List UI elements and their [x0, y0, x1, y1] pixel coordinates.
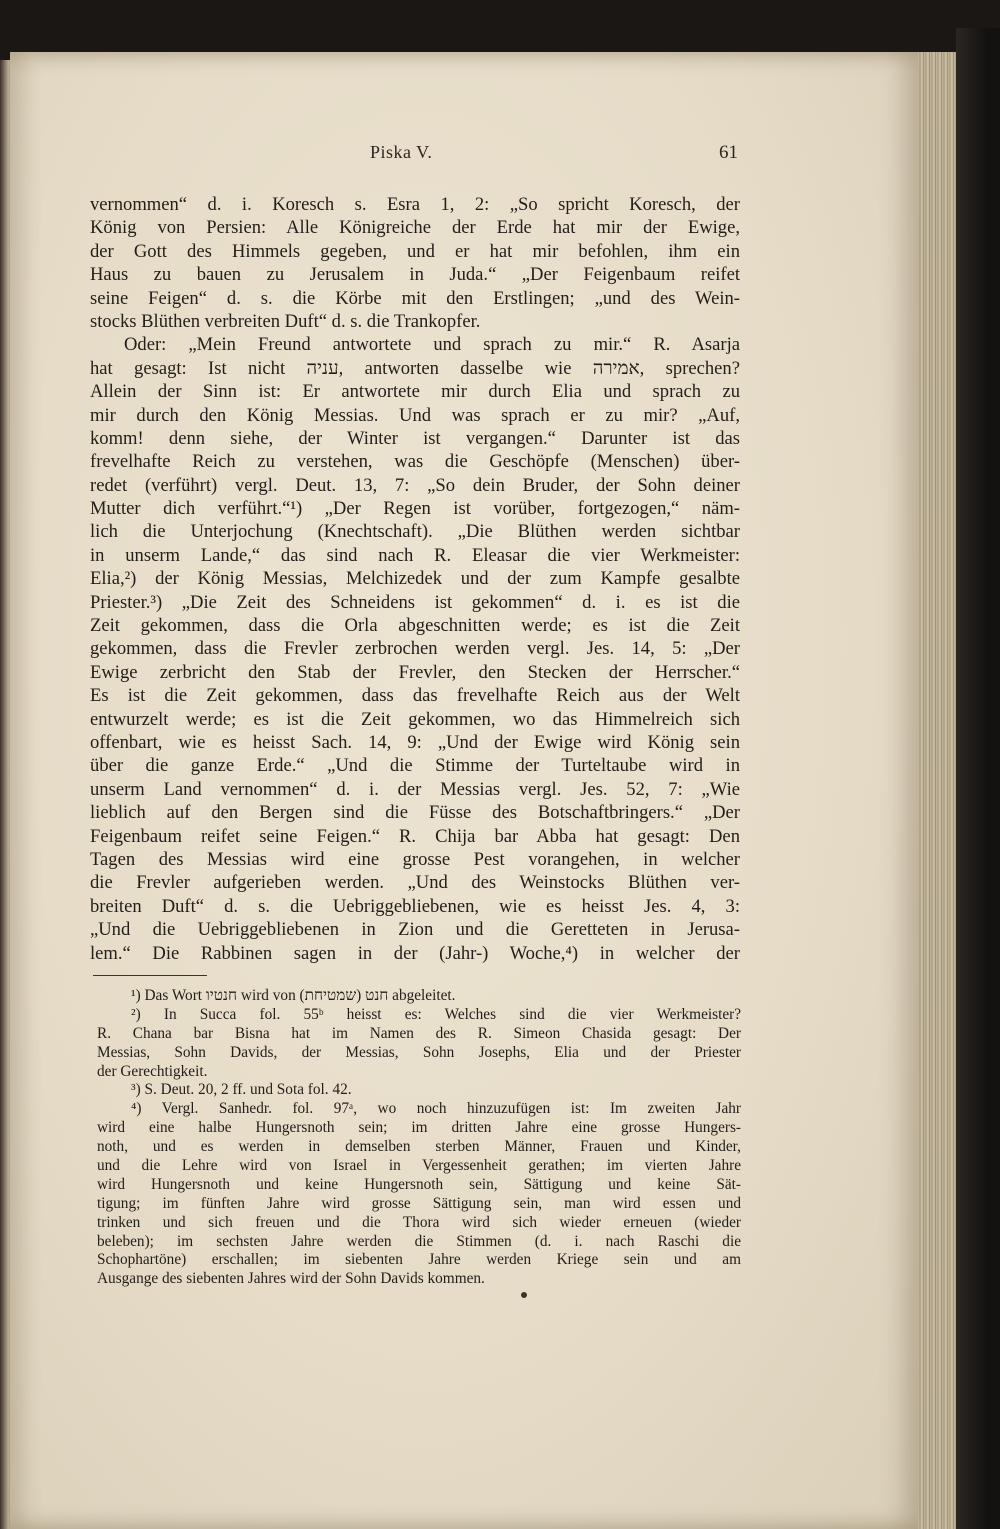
footnote-line: und die Lehre wird von Israel in Vergessenheit gerathen; im vierten Jahre [97, 1157, 741, 1175]
text-line: Oder: „Mein Freund antwortete und sprach zu mir.“ R. Asarja [124, 334, 740, 356]
footnote-line: Ausgange des siebenten Jahres wird der Sohn Davids kommen. [97, 1270, 485, 1288]
footnote-line: tigung; im fünften Jahre wird grosse Sättigung sein, man wird essen und [97, 1194, 741, 1212]
footnote-line: trinken und sich freuen und die Thora wird sich wieder erneuen (wieder [97, 1213, 741, 1231]
text-line: Es ist die Zeit gekommen, dass das frevelhafte Reich aus der Welt [90, 685, 740, 707]
text-line: Mutter dich verführt.“¹) „Der Regen ist vorüber, fortgezogen,“ näm- [90, 498, 740, 520]
page-header [90, 142, 740, 172]
text-line: frevelhafte Reich zu verstehen, was die Geschöpfe (Menschen) über- [90, 451, 740, 473]
text-line: „Und die Uebriggebliebenen in Zion und die Geretteten in Jerusa- [90, 919, 740, 941]
text-line: Haus zu bauen zu Jerusalem in Juda.“ „Der Feigenbaum reifet [90, 264, 740, 286]
text-line: Priester.³) „Die Zeit des Schneidens ist gekommen“ d. i. es ist die [90, 591, 740, 613]
text-line: über die ganze Erde.“ „Und die Stimme der Turteltaube wird in [90, 755, 740, 777]
footnote-line: wird Hungersnoth und keine Hungersnoth sein, Sättigung und keine Sät- [97, 1175, 741, 1193]
text-line: stocks Blüthen verbreiten Duft“ d. s. die Trankopfer. [90, 310, 481, 332]
text-line: redet (verführt) vergl. Deut. 13, 7: „So dein Bruder, der Sohn deiner [90, 474, 740, 496]
text-line: der Gott des Himmels gegeben, und er hat mir befohlen, ihm ein [90, 240, 740, 262]
footnote-line: der Gerechtigkeit. [97, 1062, 208, 1080]
footnotes [97, 987, 741, 1289]
footnote-line: beleben); im sechsten Jahre werden die Stimmen (d. i. nach Raschi die [97, 1232, 741, 1250]
running-title: Piska V. [370, 142, 433, 162]
footnote-line: ²) In Succa fol. 55ᵇ heisst es: Welches sind die vier Werkmeister? [131, 1005, 741, 1023]
main-text [90, 193, 740, 965]
footnote-line: R. Chana bar Bisna hat im Namen des R. Simeon Chasida gesagt: Der [97, 1024, 741, 1042]
text-line: König von Persien: Alle Königreiche der Erde hat mir der Ewige, [90, 217, 740, 239]
text-line: entwurzelt werde; es ist die Zeit gekommen, wo das Himmelreich sich [90, 708, 740, 730]
ink-mark [521, 1292, 527, 1298]
text-line: lem.“ Die Rabbinen sagen in der (Jahr-) Woche,⁴) in welcher der [90, 942, 740, 964]
page-edges [918, 52, 958, 1529]
text-line: Ewige zerbricht den Stab der Frevler, den Stecken der Herrscher.“ [90, 661, 740, 683]
text-line: breiten Duft“ d. s. die Uebriggebliebenen, wie es heisst Jes. 4, 3: [90, 895, 740, 917]
footnote-line: Schophartöne) erschallen; im siebenten Jahre werden Kriege sein und am [97, 1251, 741, 1269]
text-line: die Frevler aufgerieben werden. „Und des Weinstocks Blüthen ver- [90, 872, 740, 894]
text-line: Zeit gekommen, dass die Orla abgeschnitten werde; es ist die Zeit [90, 615, 740, 637]
text-line: in unserm Lande,“ das sind nach R. Eleasar die vier Werkmeister: [90, 544, 740, 566]
text-line: komm! denn siehe, der Winter ist vergangen.“ Darunter ist das [90, 427, 740, 449]
text-line: Elia,²) der König Messias, Melchizedek und der zum Kampfe gesalbte [90, 568, 740, 590]
text-line: vernommen“ d. i. Koresch s. Esra 1, 2: „So spricht Koresch, der [90, 194, 740, 215]
text-line: gekommen, dass die Frevler zerbrochen werden vergl. Jes. 14, 5: „Der [90, 638, 740, 660]
text-line: mir durch den König Messias. Und was sprach er zu mir? „Auf, [90, 404, 740, 426]
text-line: unserm Land vernommen“ d. i. der Messias vergl. Jes. 52, 7: „Wie [90, 778, 740, 800]
page-number: 61 [719, 142, 738, 163]
footnote-rule [93, 975, 207, 976]
text-line: hat gesagt: Ist nicht עניה, antworten dasselbe wie אמירה, sprechen? [90, 357, 740, 379]
text-line: Feigenbaum reifet seine Feigen.“ R. Chija bar Abba hat gesagt: Den [90, 825, 740, 847]
footnote-line: wird eine halbe Hungersnoth sein; im dritten Jahre eine grosse Hungers- [97, 1119, 741, 1137]
footnote-line: ³) S. Deut. 20, 2 ff. und Sota fol. 42. [131, 1081, 352, 1099]
footnote-line: ¹) Das Wort חנטיו wird von חנט (שמטיחת) abgeleitet. [131, 987, 456, 1004]
footnote-line: Messias, Sohn Davids, der Messias, Sohn Josephs, Elia und der Priester [97, 1043, 741, 1061]
text-line: lich die Unterjochung (Knechtschaft). „Die Blüthen werden sichtbar [90, 521, 740, 543]
text-line: Allein der Sinn ist: Er antwortete mir durch Elia und sprach zu [90, 381, 740, 403]
text-line: lieblich auf den Bergen sind die Füsse des Botschaftbringers.“ „Der [90, 802, 740, 824]
text-line: offenbart, wie es heisst Sach. 14, 9: „Und der Ewige wird König sein [90, 731, 740, 753]
text-line: seine Feigen“ d. s. die Körbe mit den Erstlingen; „und des Wein- [90, 287, 740, 309]
book-cover [956, 28, 1000, 1529]
footnote-line: noth, und es werden in demselben sterben Männer, Frauen und Kinder, [97, 1138, 741, 1156]
footnote-line: ⁴) Vergl. Sanhedr. fol. 97ᵃ, wo noch hinzuzufügen ist: Im zweiten Jahr [131, 1100, 741, 1118]
text-line: Tagen des Messias wird eine grosse Pest vorangehen, in welcher [90, 848, 740, 870]
